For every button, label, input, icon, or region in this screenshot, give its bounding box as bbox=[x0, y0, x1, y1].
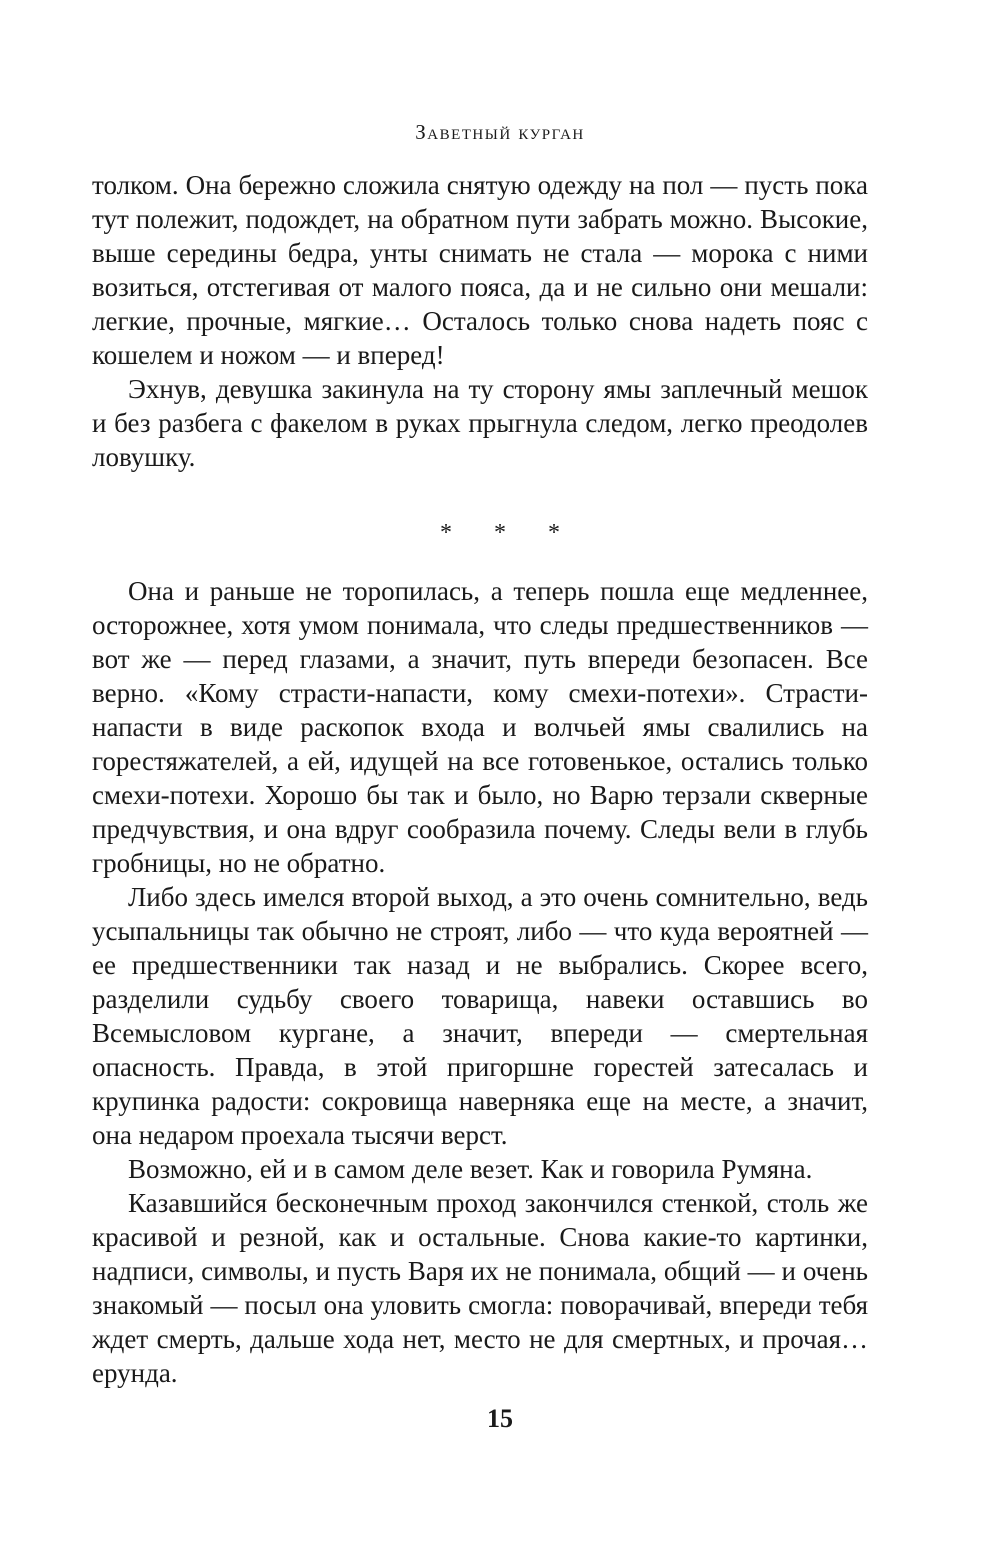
paragraph: Она и раньше не торопилась, а теперь пошла еще медленнее, осторожнее, хотя умом понимала, что следы предшественников — вот же — перед глазами, а значит, путь впереди безопасен. Все верно. «Кому страсти-напасти, кому смехи-потехи». Страсти-напасти в виде раскопок входа и волчьей ямы свалились на горестяжателей, а ей, идущей на все готовенькое, остались только смехи-потехи. Хорошо бы так и было, но Варю терзали скверные предчувствия, и она вдруг сообразила почему. Следы вели в глубь гробницы, но не обратно. bbox=[92, 576, 868, 878]
section-separator: * * * bbox=[440, 520, 578, 546]
paragraph: Казавшийся бесконечным проход закончился стенкой, столь же красивой и резной, как и остальные. Снова какие-то картинки, надписи, символы, и пусть Варя их не понимала, общий — и очень знакомый — посыл она уловить смогла: поворачивай, впереди тебя ждет смерть, дальше хода нет, место не для смертных, и прочая… ерунда. bbox=[92, 1188, 868, 1388]
text-block-2 bbox=[92, 574, 868, 1390]
paragraph: Эхнув, девушка закинула на ту сторону ямы заплечный мешок и без разбега с факелом в руках прыгнула следом, легко преодолев ловушку. bbox=[92, 374, 868, 472]
paragraph: толком. Она бережно сложила снятую одежду на пол — пусть пока тут полежит, подождет, на обратном пути забрать можно. Высокие, выше середины бедра, унты снимать не стала — морока с ними возиться, отстегивая от малого пояса, да и не сильно они мешали: легкие, прочные, мягкие… Осталось только снова надеть пояс с кошелем и ножом — и вперед! bbox=[92, 170, 868, 370]
text-block-1 bbox=[92, 168, 868, 474]
running-title: Заветный курган bbox=[415, 120, 585, 144]
paragraph: Либо здесь имелся второй выход, а это очень сомнительно, ведь усыпальницы так обычно не строят, либо — что куда вероятней — ее предшественники так назад и не выбрались. Скорее всего, разделили судьбу своего товарища, навеки оставшись во Всемысловом кургане, а значит, впереди — смертельная опасность. Правда, в этой пригоршне горестей затесалась и крупинка радости: сокровища наверняка еще на месте, а значит, она недаром проехала тысячи верст. bbox=[92, 882, 868, 1150]
paragraph: Возможно, ей и в самом деле везет. Как и говорила Румяна. bbox=[128, 1154, 813, 1184]
page-number: 15 bbox=[487, 1404, 513, 1433]
